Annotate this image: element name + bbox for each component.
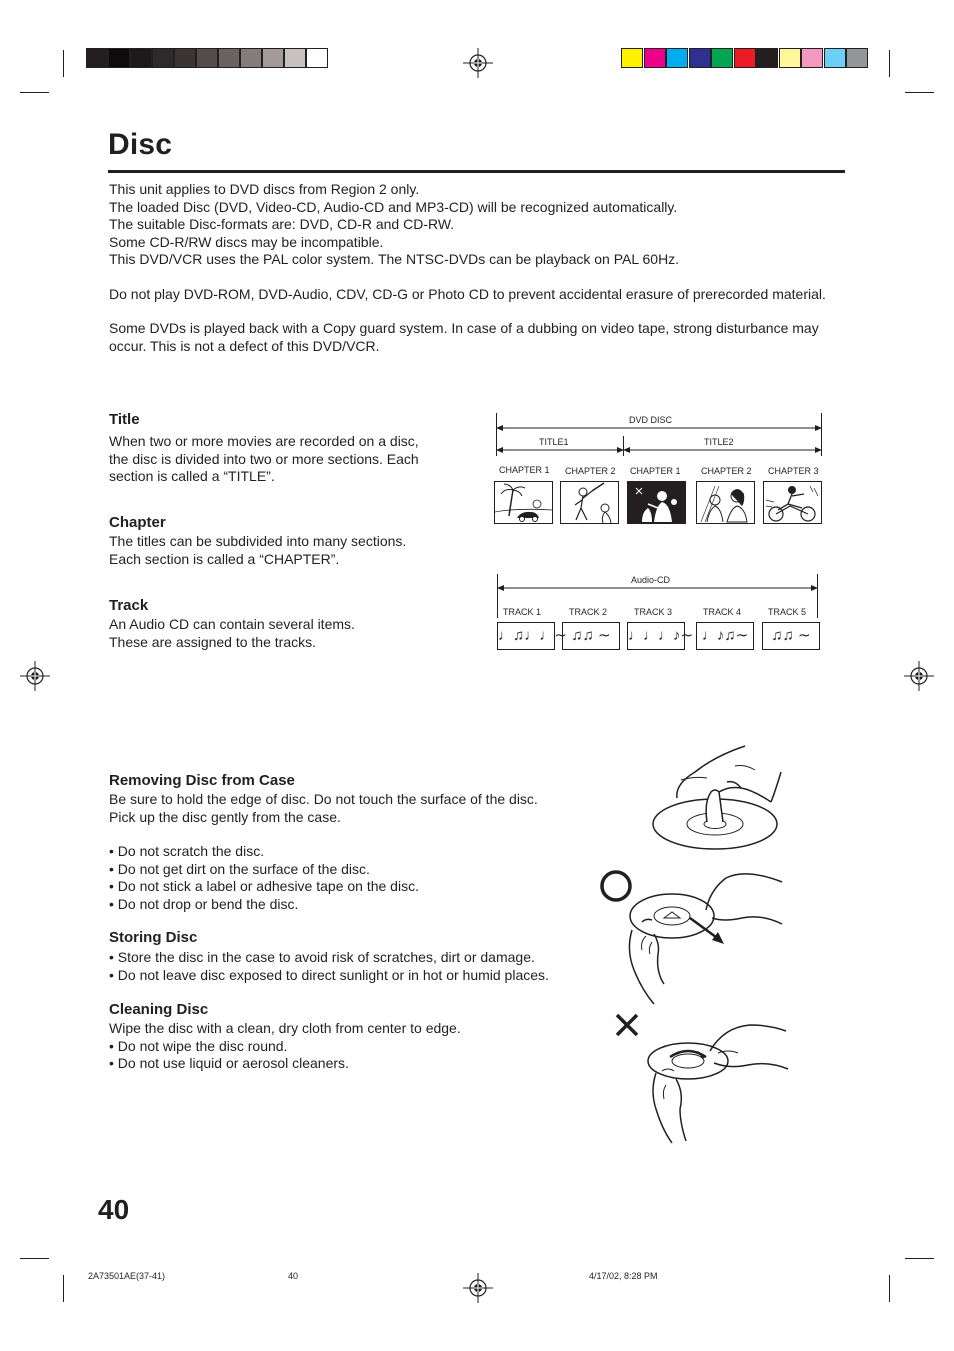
track-label: TRACK 2 [569, 607, 608, 617]
chapter-label: CHAPTER 2 [565, 466, 616, 476]
intro-line: Some CD-R/RW discs may be incompatible. [109, 233, 384, 250]
intro-line: The suitable Disc-formats are: DVD, CD-R and CD-RW. [109, 216, 455, 232]
registration-mark-icon [463, 1273, 493, 1303]
title-text: section is called a “TITLE”. [109, 468, 275, 484]
removing-text: Be sure to hold the edge of disc. Do not touch the surface of the disc. [109, 791, 538, 807]
title1-label: TITLE1 [539, 437, 569, 447]
crop-mark [20, 1258, 49, 1259]
track-heading: Track [109, 597, 149, 614]
color-swatch [196, 48, 218, 68]
removing-bullet: • Do not stick a label or adhesive tape on the disc. [109, 878, 419, 894]
crop-mark [20, 92, 49, 93]
color-swatch [621, 48, 643, 68]
title-text: the disc is divided into two or more sections. Each [109, 450, 419, 467]
storing-heading: Storing Disc [109, 929, 198, 946]
color-swatch [284, 48, 306, 68]
crop-mark [63, 1275, 64, 1302]
intro-copyguard: Some DVDs is played back with a Copy guard system. In case of a dubbing on video tape, strong disturbance may [109, 320, 819, 336]
color-swatch [86, 48, 108, 68]
color-swatch [756, 48, 778, 68]
color-swatch [152, 48, 174, 68]
intro-line: This unit applies to DVD discs from Region 2 only. [109, 181, 420, 197]
cleaning-text: Wipe the disc with a clean, dry cloth from center to edge. [109, 1020, 461, 1036]
title2-label: TITLE2 [704, 437, 734, 447]
cleaning-text: • Do not use liquid or aerosol cleaners. [109, 1055, 349, 1071]
color-swatch [689, 48, 711, 68]
crop-mark [905, 92, 934, 93]
chapter-label: CHAPTER 1 [499, 465, 550, 475]
color-swatch [306, 48, 328, 68]
color-swatch [846, 48, 868, 68]
track-label: TRACK 3 [634, 607, 673, 617]
footer-code: 2A73501AE(37-41) [88, 1271, 166, 1281]
crop-mark [905, 1258, 934, 1259]
track-text: These are assigned to the tracks. [109, 633, 316, 650]
chapter-text: The titles can be subdivided into many sections. [109, 533, 407, 549]
color-swatch [108, 48, 130, 68]
music-notes-icon: ♫♫ ∼ [562, 622, 620, 650]
color-swatch [801, 48, 823, 68]
cleaning-text: • Do not wipe the disc round. [109, 1037, 288, 1054]
removing-bullet: • Do not get dirt on the surface of the disc. [109, 860, 370, 877]
color-swatch [824, 48, 846, 68]
music-notes-icon: ♫♫ ∼ [762, 622, 820, 650]
intro-line: The loaded Disc (DVD, Video-CD, Audio-CD and MP3-CD) will be recognized automatically. [109, 198, 678, 215]
chapter-heading: Chapter [109, 514, 166, 531]
color-swatch [666, 48, 688, 68]
color-swatch [262, 48, 284, 68]
page-title: Disc [108, 128, 173, 161]
wrong-cross-icon [612, 1010, 642, 1040]
title-text: When two or more movies are recorded on a disc, [109, 433, 419, 449]
color-swatch [130, 48, 152, 68]
cleaning-heading: Cleaning Disc [109, 1001, 209, 1018]
track-text: An Audio CD can contain several items. [109, 616, 355, 632]
music-notes-icon: ♩♫♩♩∼ [497, 622, 555, 650]
removing-bullet: • Do not scratch the disc. [109, 843, 265, 859]
intro-line: This DVD/VCR uses the PAL color system. The NTSC-DVDs can be playback on PAL 60Hz. [109, 251, 680, 267]
color-swatch [240, 48, 262, 68]
page-number: 40 [98, 1194, 130, 1225]
storing-bullet: • Store the disc in the case to avoid risk of scratches, dirt or damage. [109, 949, 535, 965]
color-swatch [734, 48, 756, 68]
beach-scene-image [494, 481, 553, 524]
track-label: TRACK 4 [703, 607, 742, 617]
chapter-label: CHAPTER 2 [701, 466, 752, 476]
music-notes-icon: ♩♩♩♪∼ [627, 622, 685, 650]
music-notes-icon: ♩♪♫∼ [696, 622, 754, 650]
registration-mark-icon [904, 661, 934, 691]
removing-heading: Removing Disc from Case [109, 772, 295, 789]
removing-bullet: • Do not drop or bend the disc. [109, 895, 299, 912]
title-heading: Title [109, 411, 140, 428]
dvd-disc-label: DVD DISC [629, 415, 673, 425]
track-label: TRACK 1 [503, 607, 542, 617]
holding-disc-illustration [620, 870, 790, 1005]
color-swatch [174, 48, 196, 68]
title-rule [108, 170, 845, 173]
chapter-label: CHAPTER 1 [630, 466, 681, 476]
crop-mark [889, 1275, 890, 1302]
disc-from-case-illustration [645, 742, 785, 852]
couple-scene-image [696, 481, 755, 524]
color-swatch [218, 48, 240, 68]
removing-text: Pick up the disc gently from the case. [109, 808, 341, 825]
color-swatch [779, 48, 801, 68]
baseball-scene-image [560, 481, 619, 524]
wiping-disc-round-illustration [640, 1015, 790, 1145]
registration-mark-icon [20, 661, 50, 691]
motorbike-scene-image [763, 481, 822, 524]
crop-mark [63, 50, 64, 77]
color-swatch [644, 48, 666, 68]
concert-scene-image [627, 481, 686, 524]
chapter-label: CHAPTER 3 [768, 466, 819, 476]
footer-page: 40 [288, 1271, 299, 1281]
footer-date: 4/17/02, 8:28 PM [589, 1271, 658, 1281]
intro-copyguard: occur. This is not a defect of this DVD/VCR. [109, 337, 380, 354]
storing-bullet: • Do not leave disc exposed to direct sunlight or in hot or humid places. [109, 966, 549, 983]
intro-warning: Do not play DVD-ROM, DVD-Audio, CDV, CD-G or Photo CD to prevent accidental erasure of prerecorded material. [109, 286, 826, 302]
crop-mark [889, 50, 890, 77]
audio-cd-label: Audio-CD [631, 575, 671, 585]
color-swatch [711, 48, 733, 68]
chapter-text: Each section is called a “CHAPTER”. [109, 550, 340, 567]
registration-mark-icon [463, 48, 493, 78]
track-label: TRACK 5 [768, 607, 807, 617]
